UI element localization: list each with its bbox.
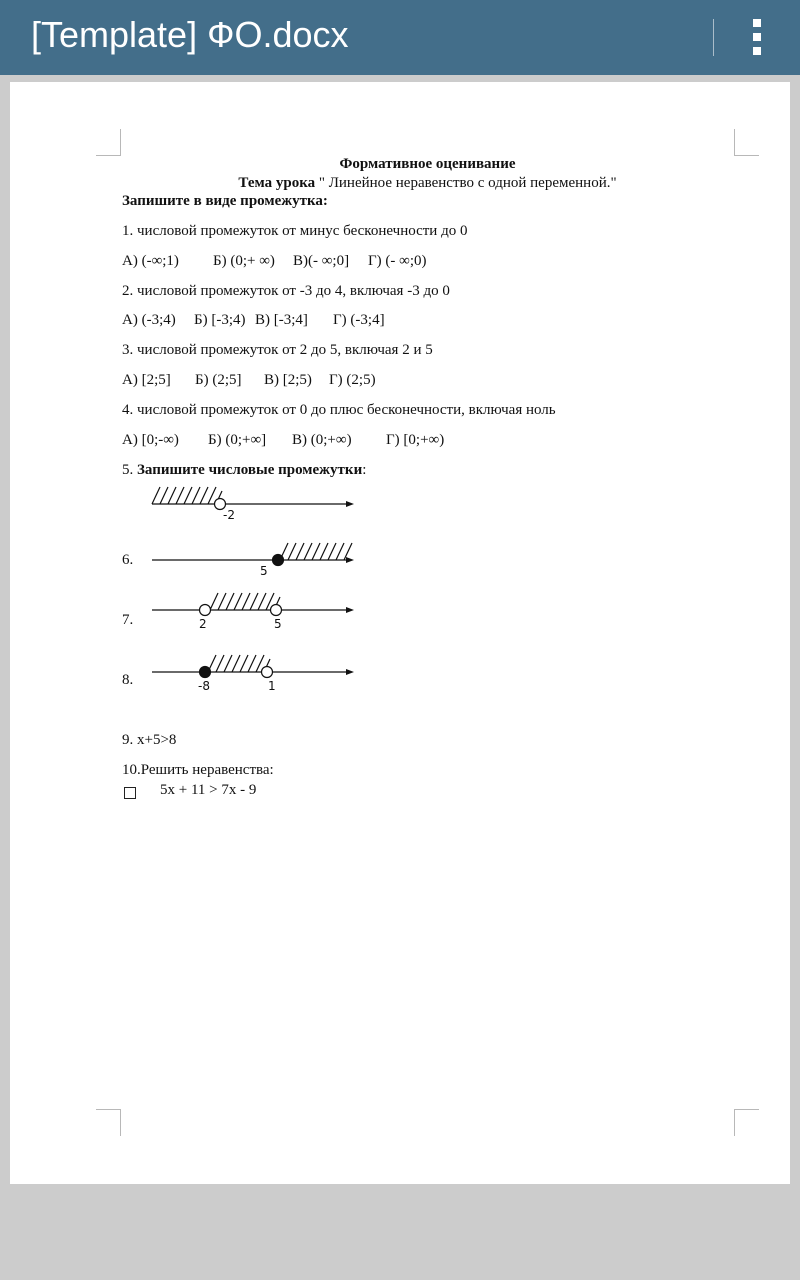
q5-colon: : — [362, 462, 367, 478]
crop-mark-bottom-right — [734, 1109, 759, 1136]
q7-number: 7. — [122, 612, 134, 628]
q3-option: В) [2;5) — [264, 372, 312, 388]
topic-label: Тема урока — [238, 175, 316, 191]
filled-point — [200, 667, 211, 678]
doc-topic — [190, 175, 665, 192]
point-label: 2 — [199, 617, 207, 630]
open-point — [262, 667, 273, 678]
arrow-head — [346, 669, 354, 675]
point-label: -8 — [198, 679, 210, 692]
checkbox-bullet — [124, 787, 136, 799]
document-title: [Template] ФО.docx — [31, 14, 349, 55]
hatching — [280, 543, 352, 560]
q4-option: Г) [0;+∞) — [386, 432, 445, 448]
q4-option: Б) (0;+∞] — [208, 432, 267, 448]
overflow-menu-icon[interactable] — [738, 14, 778, 60]
app-bar — [0, 0, 800, 75]
q2-option: Б) [-3;4) — [194, 312, 246, 328]
q4-option: В) (0;+∞) — [292, 432, 352, 448]
crop-mark-top-left — [96, 129, 121, 156]
number-line-3 — [150, 588, 360, 630]
hatching — [152, 487, 222, 504]
q1-option: В)(- ∞;0] — [293, 253, 350, 269]
q4-option: А) [0;-∞) — [122, 432, 179, 448]
q10-expression: 5x + 11 > 7x - 9 — [160, 782, 257, 798]
arrow-head — [346, 557, 354, 563]
q3-option: Г) (2;5) — [329, 372, 376, 388]
crop-mark-bottom-left — [96, 1109, 121, 1136]
q5-label: Запишите числовые промежутки — [137, 462, 363, 478]
number-line-1 — [150, 482, 360, 524]
open-point — [271, 605, 282, 616]
open-point — [200, 605, 211, 616]
q8-number: 8. — [122, 672, 134, 688]
point-label: 5 — [260, 564, 268, 578]
q9-text: 9. x+5>8 — [122, 732, 177, 748]
q3-option: А) [2;5] — [122, 372, 171, 388]
q2-option: А) (-3;4) — [122, 312, 176, 328]
number-line-2 — [150, 538, 360, 580]
q2-option: В) [-3;4] — [255, 312, 308, 328]
q1-text: 1. числовой промежуток от минус бесконечности до 0 — [122, 223, 468, 239]
topic-text: " Линейное неравенство с одной переменной." — [315, 175, 617, 191]
q5-number: 5. — [122, 462, 137, 478]
arrow-head — [346, 501, 354, 507]
q2-option: Г) (-3;4] — [333, 312, 385, 328]
appbar-divider — [713, 19, 714, 56]
point-label: 5 — [274, 617, 282, 630]
doc-heading: Формативное оценивание — [339, 156, 516, 172]
q5-heading — [122, 462, 366, 479]
point-label: -2 — [223, 508, 235, 522]
hatching — [210, 593, 280, 610]
q1-option: Б) (0;+ ∞) — [213, 253, 275, 269]
q1-option: Г) (- ∞;0) — [368, 253, 427, 269]
number-line-4 — [150, 650, 360, 692]
q6-number: 6. — [122, 552, 134, 568]
q2-text: 2. числовой промежуток от -3 до 4, включая -3 до 0 — [122, 283, 450, 299]
q1-option: А) (-∞;1) — [122, 253, 179, 269]
q4-text: 4. числовой промежуток от 0 до плюс бесконечности, включая ноль — [122, 402, 556, 418]
document-page[interactable] — [10, 82, 790, 1184]
crop-mark-top-right — [734, 129, 759, 156]
q3-option: Б) (2;5] — [195, 372, 242, 388]
point-label: 1 — [268, 679, 276, 692]
q3-text: 3. числовой промежуток от 2 до 5, включая 2 и 5 — [122, 342, 433, 358]
q10-text: 10.Решить неравенства: — [122, 762, 274, 778]
filled-point — [273, 555, 284, 566]
doc-instruction: Запишите в виде промежутка: — [122, 193, 328, 209]
hatching — [208, 655, 270, 672]
arrow-head — [346, 607, 354, 613]
